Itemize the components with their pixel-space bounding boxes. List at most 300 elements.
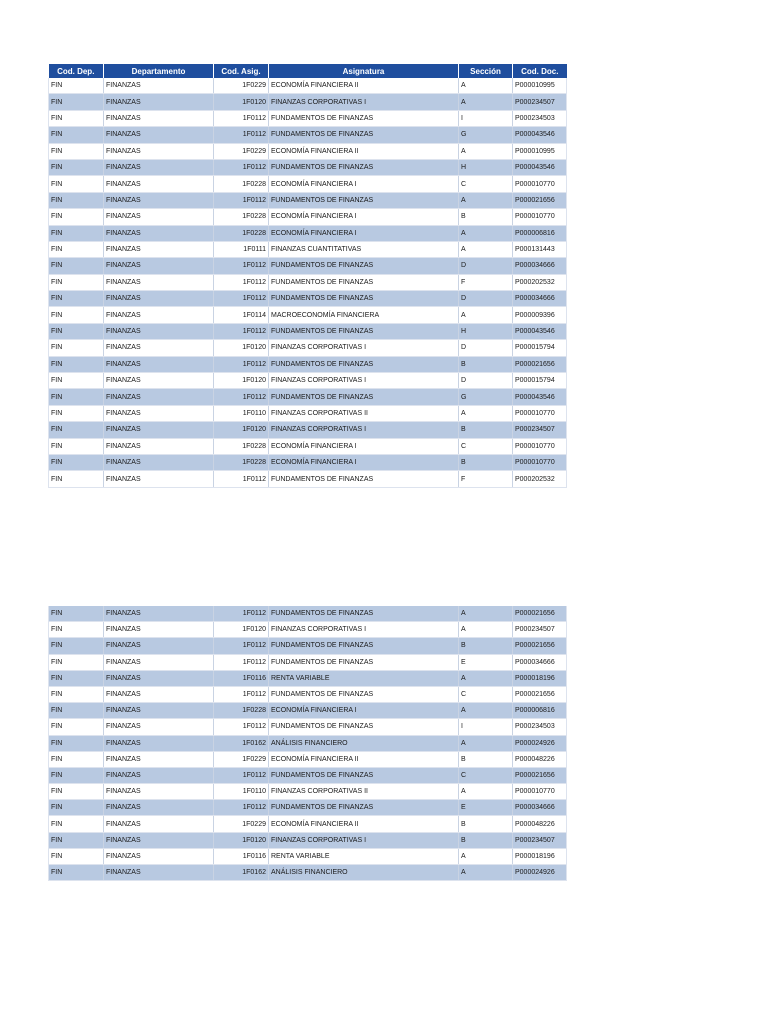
cell-cod-asig: 1F0110 — [214, 784, 269, 800]
cell-cod-doc: P000006816 — [513, 225, 567, 241]
cell-cod-doc: P000034666 — [513, 654, 567, 670]
cell-seccion: A — [459, 606, 513, 622]
table-row — [49, 816, 567, 832]
table-row — [49, 654, 567, 670]
cell-asignatura: ANÁLISIS FINANCIERO — [269, 865, 459, 881]
cell-cod-doc: P000043546 — [513, 389, 567, 405]
cell-departamento: FINANZAS — [104, 454, 214, 470]
cell-departamento: FINANZAS — [104, 767, 214, 783]
cell-cod-doc: P000010770 — [513, 454, 567, 470]
cell-departamento: FINANZAS — [104, 638, 214, 654]
cell-departamento: FINANZAS — [104, 291, 214, 307]
cell-departamento: FINANZAS — [104, 832, 214, 848]
table-row — [49, 405, 567, 421]
cell-seccion: A — [459, 865, 513, 881]
cell-seccion: B — [459, 816, 513, 832]
table-row — [49, 94, 567, 110]
table-row — [49, 274, 567, 290]
cell-seccion: A — [459, 94, 513, 110]
table-row — [49, 225, 567, 241]
cell-seccion: A — [459, 192, 513, 208]
table-row — [49, 356, 567, 372]
cell-cod-doc: P000043546 — [513, 127, 567, 143]
cell-cod-asig: 1F0114 — [214, 307, 269, 323]
cell-cod-asig: 1F0116 — [214, 848, 269, 864]
cell-seccion: C — [459, 767, 513, 783]
cell-cod-dep: FIN — [49, 703, 104, 719]
table-row — [49, 192, 567, 208]
cell-departamento: FINANZAS — [104, 176, 214, 192]
cell-cod-dep: FIN — [49, 159, 104, 175]
table-row — [49, 800, 567, 816]
table-row — [49, 670, 567, 686]
cell-departamento: FINANZAS — [104, 719, 214, 735]
cell-asignatura: ECONOMÍA FINANCIERA II — [269, 143, 459, 159]
cell-cod-dep: FIN — [49, 638, 104, 654]
cell-seccion: B — [459, 751, 513, 767]
cell-cod-asig: 1F0112 — [214, 606, 269, 622]
cell-cod-dep: FIN — [49, 784, 104, 800]
table-row — [49, 241, 567, 257]
cell-seccion: F — [459, 471, 513, 487]
cell-cod-asig: 1F0112 — [214, 258, 269, 274]
cell-seccion: E — [459, 800, 513, 816]
cell-departamento: FINANZAS — [104, 258, 214, 274]
cell-asignatura: FINANZAS CORPORATIVAS II — [269, 405, 459, 421]
cell-seccion: C — [459, 176, 513, 192]
cell-cod-dep: FIN — [49, 751, 104, 767]
cell-seccion: B — [459, 638, 513, 654]
cell-departamento: FINANZAS — [104, 356, 214, 372]
cell-asignatura: MACROECONOMÍA FINANCIERA — [269, 307, 459, 323]
cell-seccion: D — [459, 340, 513, 356]
cell-cod-asig: 1F0120 — [214, 422, 269, 438]
cell-cod-asig: 1F0112 — [214, 638, 269, 654]
cell-asignatura: FINANZAS CORPORATIVAS I — [269, 94, 459, 110]
cell-departamento: FINANZAS — [104, 471, 214, 487]
cell-cod-asig: 1F0112 — [214, 110, 269, 126]
cell-seccion: D — [459, 291, 513, 307]
table-row — [49, 832, 567, 848]
cell-departamento: FINANZAS — [104, 670, 214, 686]
cell-cod-asig: 1F0162 — [214, 735, 269, 751]
cell-cod-asig: 1F0229 — [214, 751, 269, 767]
cell-asignatura: ECONOMÍA FINANCIERA I — [269, 703, 459, 719]
cell-cod-dep: FIN — [49, 422, 104, 438]
cell-cod-asig: 1F0112 — [214, 127, 269, 143]
cell-cod-doc: P000021656 — [513, 686, 567, 702]
cell-cod-doc: P000234507 — [513, 832, 567, 848]
cell-seccion: G — [459, 127, 513, 143]
cell-cod-doc: P000043546 — [513, 159, 567, 175]
cell-cod-dep: FIN — [49, 225, 104, 241]
cell-cod-dep: FIN — [49, 686, 104, 702]
table-row — [49, 159, 567, 175]
cell-departamento: FINANZAS — [104, 143, 214, 159]
cell-cod-dep: FIN — [49, 127, 104, 143]
cell-cod-doc: P000202532 — [513, 471, 567, 487]
cell-cod-doc: P000234507 — [513, 622, 567, 638]
cell-seccion: D — [459, 373, 513, 389]
cell-departamento: FINANZAS — [104, 422, 214, 438]
cell-cod-asig: 1F0112 — [214, 654, 269, 670]
header-asignatura: Asignatura — [269, 64, 459, 78]
cell-departamento: FINANZAS — [104, 606, 214, 622]
cell-asignatura: ECONOMÍA FINANCIERA I — [269, 176, 459, 192]
cell-departamento: FINANZAS — [104, 800, 214, 816]
cell-cod-doc: P000034666 — [513, 258, 567, 274]
table-row — [49, 471, 567, 487]
table-row — [49, 438, 567, 454]
cell-asignatura: FUNDAMENTOS DE FINANZAS — [269, 291, 459, 307]
cell-cod-dep: FIN — [49, 340, 104, 356]
cell-cod-asig: 1F0228 — [214, 454, 269, 470]
cell-seccion: E — [459, 654, 513, 670]
cell-asignatura: ECONOMÍA FINANCIERA I — [269, 225, 459, 241]
cell-asignatura: FUNDAMENTOS DE FINANZAS — [269, 800, 459, 816]
header-cod-doc: Cod. Doc. — [513, 64, 567, 78]
table-row — [49, 291, 567, 307]
cell-cod-doc: P000043546 — [513, 323, 567, 339]
cell-cod-dep: FIN — [49, 832, 104, 848]
cell-cod-asig: 1F0228 — [214, 209, 269, 225]
cell-cod-dep: FIN — [49, 192, 104, 208]
cell-departamento: FINANZAS — [104, 307, 214, 323]
cell-cod-asig: 1F0112 — [214, 686, 269, 702]
cell-cod-doc: P000018196 — [513, 848, 567, 864]
cell-departamento: FINANZAS — [104, 784, 214, 800]
cell-cod-asig: 1F0110 — [214, 405, 269, 421]
table-row — [49, 110, 567, 126]
cell-cod-dep: FIN — [49, 622, 104, 638]
cell-departamento: FINANZAS — [104, 159, 214, 175]
cell-asignatura: FINANZAS CORPORATIVAS I — [269, 422, 459, 438]
cell-departamento: FINANZAS — [104, 127, 214, 143]
courses-table-1 — [48, 64, 567, 488]
table-row — [49, 143, 567, 159]
cell-departamento: FINANZAS — [104, 405, 214, 421]
cell-asignatura: FUNDAMENTOS DE FINANZAS — [269, 159, 459, 175]
cell-asignatura: FUNDAMENTOS DE FINANZAS — [269, 654, 459, 670]
cell-seccion: F — [459, 274, 513, 290]
cell-cod-asig: 1F0228 — [214, 703, 269, 719]
cell-seccion: B — [459, 422, 513, 438]
cell-cod-dep: FIN — [49, 471, 104, 487]
cell-seccion: B — [459, 832, 513, 848]
cell-departamento: FINANZAS — [104, 735, 214, 751]
cell-asignatura: ECONOMÍA FINANCIERA I — [269, 438, 459, 454]
cell-asignatura: RENTA VARIABLE — [269, 670, 459, 686]
table-row — [49, 78, 567, 94]
cell-seccion: A — [459, 241, 513, 257]
header-cod-asig: Cod. Asig. — [214, 64, 269, 78]
cell-seccion: A — [459, 307, 513, 323]
cell-cod-doc: P000048226 — [513, 816, 567, 832]
table-row — [49, 258, 567, 274]
cell-seccion: A — [459, 143, 513, 159]
cell-cod-dep: FIN — [49, 670, 104, 686]
cell-cod-doc: P000021656 — [513, 767, 567, 783]
cell-cod-dep: FIN — [49, 767, 104, 783]
cell-cod-doc: P000010995 — [513, 78, 567, 94]
cell-cod-dep: FIN — [49, 454, 104, 470]
cell-departamento: FINANZAS — [104, 686, 214, 702]
cell-cod-asig: 1F0229 — [214, 78, 269, 94]
cell-cod-dep: FIN — [49, 865, 104, 881]
cell-cod-dep: FIN — [49, 438, 104, 454]
cell-cod-doc: P000034666 — [513, 291, 567, 307]
cell-seccion: D — [459, 258, 513, 274]
cell-cod-dep: FIN — [49, 143, 104, 159]
cell-asignatura: FINANZAS CUANTITATIVAS — [269, 241, 459, 257]
cell-asignatura: FINANZAS CORPORATIVAS I — [269, 622, 459, 638]
cell-asignatura: ECONOMÍA FINANCIERA II — [269, 78, 459, 94]
cell-cod-asig: 1F0112 — [214, 719, 269, 735]
cell-departamento: FINANZAS — [104, 703, 214, 719]
cell-cod-asig: 1F0112 — [214, 471, 269, 487]
cell-cod-asig: 1F0120 — [214, 622, 269, 638]
cell-cod-dep: FIN — [49, 110, 104, 126]
cell-departamento: FINANZAS — [104, 192, 214, 208]
cell-seccion: C — [459, 438, 513, 454]
cell-cod-asig: 1F0120 — [214, 94, 269, 110]
table-row — [49, 454, 567, 470]
cell-cod-doc: P000009396 — [513, 307, 567, 323]
cell-seccion: B — [459, 209, 513, 225]
cell-departamento: FINANZAS — [104, 751, 214, 767]
cell-cod-doc: P000234507 — [513, 94, 567, 110]
table-row — [49, 686, 567, 702]
cell-cod-dep: FIN — [49, 274, 104, 290]
cell-cod-dep: FIN — [49, 176, 104, 192]
cell-asignatura: FUNDAMENTOS DE FINANZAS — [269, 638, 459, 654]
cell-seccion: B — [459, 454, 513, 470]
cell-cod-dep: FIN — [49, 405, 104, 421]
cell-asignatura: FUNDAMENTOS DE FINANZAS — [269, 127, 459, 143]
cell-cod-dep: FIN — [49, 654, 104, 670]
cell-seccion: A — [459, 405, 513, 421]
table-row — [49, 606, 567, 622]
cell-asignatura: ANÁLISIS FINANCIERO — [269, 735, 459, 751]
cell-cod-dep: FIN — [49, 800, 104, 816]
cell-cod-doc: P000234507 — [513, 422, 567, 438]
cell-cod-dep: FIN — [49, 373, 104, 389]
cell-cod-dep: FIN — [49, 209, 104, 225]
header-cod-dep: Cod. Dep. — [49, 64, 104, 78]
cell-asignatura: FUNDAMENTOS DE FINANZAS — [269, 192, 459, 208]
table-row — [49, 767, 567, 783]
cell-asignatura: ECONOMÍA FINANCIERA II — [269, 816, 459, 832]
table-row — [49, 719, 567, 735]
cell-cod-doc: P000021656 — [513, 606, 567, 622]
cell-cod-dep: FIN — [49, 606, 104, 622]
cell-departamento: FINANZAS — [104, 373, 214, 389]
table-row — [49, 735, 567, 751]
cell-cod-dep: FIN — [49, 258, 104, 274]
table-row — [49, 865, 567, 881]
table-row — [49, 307, 567, 323]
cell-cod-doc: P000021656 — [513, 192, 567, 208]
cell-seccion: A — [459, 670, 513, 686]
cell-departamento: FINANZAS — [104, 865, 214, 881]
cell-seccion: A — [459, 225, 513, 241]
cell-departamento: FINANZAS — [104, 438, 214, 454]
cell-seccion: H — [459, 159, 513, 175]
cell-asignatura: ECONOMÍA FINANCIERA I — [269, 454, 459, 470]
table-row — [49, 848, 567, 864]
cell-cod-doc: P000202532 — [513, 274, 567, 290]
cell-asignatura: FUNDAMENTOS DE FINANZAS — [269, 258, 459, 274]
cell-cod-dep: FIN — [49, 291, 104, 307]
cell-cod-dep: FIN — [49, 848, 104, 864]
cell-departamento: FINANZAS — [104, 78, 214, 94]
cell-seccion: I — [459, 719, 513, 735]
cell-seccion: A — [459, 848, 513, 864]
cell-seccion: A — [459, 622, 513, 638]
cell-cod-doc: P000010770 — [513, 209, 567, 225]
cell-asignatura: FINANZAS CORPORATIVAS I — [269, 340, 459, 356]
cell-asignatura: FUNDAMENTOS DE FINANZAS — [269, 323, 459, 339]
cell-cod-doc: P000021656 — [513, 638, 567, 654]
table-row — [49, 176, 567, 192]
courses-table-2 — [48, 606, 567, 881]
table-row — [49, 751, 567, 767]
table-row — [49, 209, 567, 225]
cell-seccion: A — [459, 735, 513, 751]
cell-cod-dep: FIN — [49, 323, 104, 339]
cell-cod-doc: P000010995 — [513, 143, 567, 159]
cell-cod-asig: 1F0162 — [214, 865, 269, 881]
cell-cod-asig: 1F0229 — [214, 143, 269, 159]
cell-cod-dep: FIN — [49, 389, 104, 405]
cell-seccion: B — [459, 356, 513, 372]
cell-cod-asig: 1F0112 — [214, 800, 269, 816]
table-row — [49, 784, 567, 800]
table-row — [49, 323, 567, 339]
cell-seccion: H — [459, 323, 513, 339]
cell-departamento: FINANZAS — [104, 241, 214, 257]
cell-departamento: FINANZAS — [104, 816, 214, 832]
cell-cod-asig: 1F0112 — [214, 274, 269, 290]
cell-departamento: FINANZAS — [104, 389, 214, 405]
cell-cod-doc: P000010770 — [513, 784, 567, 800]
cell-cod-dep: FIN — [49, 94, 104, 110]
cell-seccion: A — [459, 703, 513, 719]
cell-cod-asig: 1F0228 — [214, 438, 269, 454]
cell-cod-dep: FIN — [49, 719, 104, 735]
cell-asignatura: FUNDAMENTOS DE FINANZAS — [269, 719, 459, 735]
cell-departamento: FINANZAS — [104, 323, 214, 339]
header-departamento: Departamento — [104, 64, 214, 78]
cell-cod-dep: FIN — [49, 241, 104, 257]
cell-departamento: FINANZAS — [104, 209, 214, 225]
cell-cod-doc: P000006816 — [513, 703, 567, 719]
cell-departamento: FINANZAS — [104, 274, 214, 290]
cell-cod-asig: 1F0228 — [214, 225, 269, 241]
cell-cod-asig: 1F0112 — [214, 389, 269, 405]
cell-cod-doc: P000015794 — [513, 340, 567, 356]
cell-cod-asig: 1F0112 — [214, 192, 269, 208]
cell-cod-doc: P000010770 — [513, 438, 567, 454]
header-seccion: Sección — [459, 64, 513, 78]
cell-cod-doc: P000034666 — [513, 800, 567, 816]
cell-cod-asig: 1F0116 — [214, 670, 269, 686]
cell-cod-asig: 1F0112 — [214, 291, 269, 307]
cell-departamento: FINANZAS — [104, 110, 214, 126]
cell-asignatura: FUNDAMENTOS DE FINANZAS — [269, 686, 459, 702]
cell-cod-dep: FIN — [49, 816, 104, 832]
cell-cod-doc: P000015794 — [513, 373, 567, 389]
cell-asignatura: FINANZAS CORPORATIVAS II — [269, 784, 459, 800]
cell-asignatura: FUNDAMENTOS DE FINANZAS — [269, 356, 459, 372]
cell-cod-doc: P000010770 — [513, 176, 567, 192]
cell-cod-doc: P000131443 — [513, 241, 567, 257]
cell-cod-doc: P000021656 — [513, 356, 567, 372]
cell-cod-doc: P000024926 — [513, 865, 567, 881]
cell-cod-doc: P000048226 — [513, 751, 567, 767]
cell-asignatura: FUNDAMENTOS DE FINANZAS — [269, 767, 459, 783]
cell-cod-asig: 1F0120 — [214, 340, 269, 356]
cell-departamento: FINANZAS — [104, 848, 214, 864]
table-row — [49, 703, 567, 719]
cell-asignatura: ECONOMÍA FINANCIERA II — [269, 751, 459, 767]
cell-seccion: C — [459, 686, 513, 702]
cell-cod-dep: FIN — [49, 735, 104, 751]
cell-seccion: I — [459, 110, 513, 126]
cell-asignatura: FUNDAMENTOS DE FINANZAS — [269, 606, 459, 622]
table-header-row — [49, 64, 567, 78]
table-row — [49, 373, 567, 389]
cell-cod-dep: FIN — [49, 356, 104, 372]
cell-departamento: FINANZAS — [104, 225, 214, 241]
cell-cod-doc: P000010770 — [513, 405, 567, 421]
table-row — [49, 638, 567, 654]
table-row — [49, 422, 567, 438]
cell-departamento: FINANZAS — [104, 340, 214, 356]
cell-departamento: FINANZAS — [104, 94, 214, 110]
cell-asignatura: FUNDAMENTOS DE FINANZAS — [269, 274, 459, 290]
cell-asignatura: ECONOMÍA FINANCIERA I — [269, 209, 459, 225]
cell-departamento: FINANZAS — [104, 622, 214, 638]
cell-seccion: A — [459, 78, 513, 94]
cell-cod-dep: FIN — [49, 307, 104, 323]
cell-seccion: G — [459, 389, 513, 405]
cell-asignatura: RENTA VARIABLE — [269, 848, 459, 864]
cell-cod-doc: P000024926 — [513, 735, 567, 751]
cell-cod-asig: 1F0112 — [214, 323, 269, 339]
cell-cod-doc: P000018196 — [513, 670, 567, 686]
cell-cod-doc: P000234503 — [513, 110, 567, 126]
cell-asignatura: FUNDAMENTOS DE FINANZAS — [269, 110, 459, 126]
table-row — [49, 622, 567, 638]
cell-cod-asig: 1F0111 — [214, 241, 269, 257]
cell-cod-asig: 1F0229 — [214, 816, 269, 832]
cell-departamento: FINANZAS — [104, 654, 214, 670]
cell-cod-asig: 1F0112 — [214, 767, 269, 783]
cell-cod-asig: 1F0112 — [214, 159, 269, 175]
table-row — [49, 127, 567, 143]
cell-cod-asig: 1F0120 — [214, 832, 269, 848]
cell-asignatura: FINANZAS CORPORATIVAS I — [269, 832, 459, 848]
cell-cod-doc: P000234503 — [513, 719, 567, 735]
cell-asignatura: FINANZAS CORPORATIVAS I — [269, 373, 459, 389]
table-row — [49, 340, 567, 356]
table-row — [49, 389, 567, 405]
cell-asignatura: FUNDAMENTOS DE FINANZAS — [269, 389, 459, 405]
cell-asignatura: FUNDAMENTOS DE FINANZAS — [269, 471, 459, 487]
cell-cod-asig: 1F0120 — [214, 373, 269, 389]
cell-cod-asig: 1F0112 — [214, 356, 269, 372]
